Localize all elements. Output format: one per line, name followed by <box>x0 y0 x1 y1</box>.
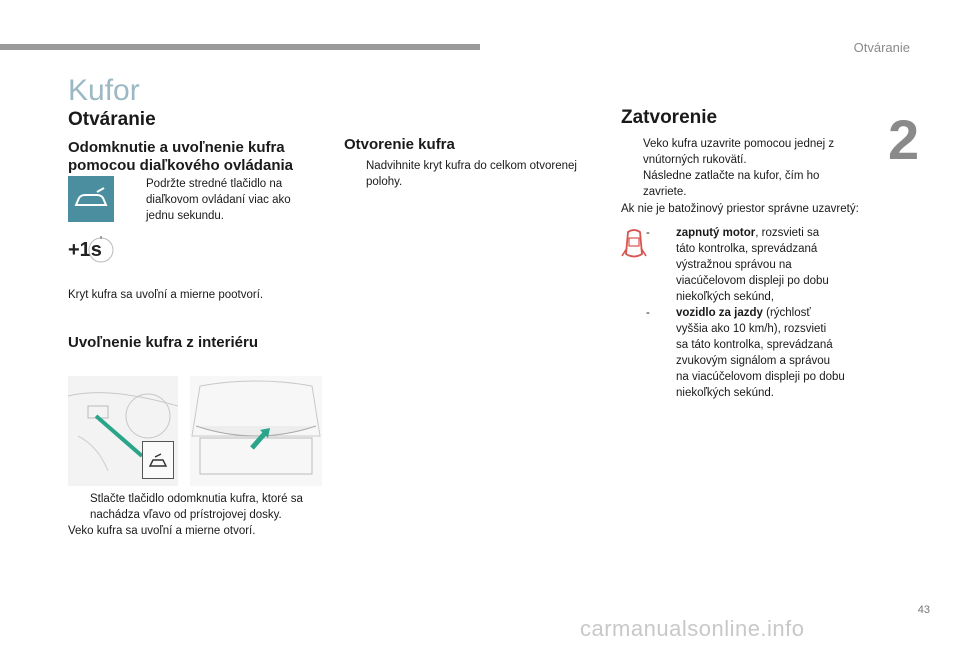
stopwatch-icon <box>66 234 114 264</box>
closing-steps <box>621 136 881 200</box>
section-title-closing: Zatvorenie <box>621 107 718 128</box>
closing-step1-line2: vnútorných rukovätí. <box>643 154 747 166</box>
driving-label: vozidlo za jazdy <box>676 307 763 319</box>
trunk-release-button-zoom <box>142 441 174 479</box>
remote-instruction-line2: diaľkovom ovládaní viac ako <box>146 194 291 206</box>
closing-step1-line1: Veko kufra uzavrite pomocou jednej z <box>643 138 835 150</box>
driving-line6: niekoľkých sekúnd. <box>676 387 774 399</box>
engine-on-line5: niekoľkých sekúnd, <box>676 291 774 303</box>
remote-instruction <box>124 176 324 224</box>
closing-step2-line1: Následne zatlačte na kufor, čím ho <box>643 170 820 182</box>
driving-line2: vyššia ako 10 km/h), rozsvieti <box>676 323 827 335</box>
page-number: 43 <box>917 604 930 616</box>
section-title-open-trunk: Otvorenie kufra <box>344 136 455 153</box>
warning-list <box>646 225 886 401</box>
closing-step2-line2: zavriete. <box>643 186 687 198</box>
subsection-title-remote <box>68 139 328 175</box>
section-title-opening: Otváranie <box>68 109 156 130</box>
engine-on-line3: výstražnou správou na <box>676 259 792 271</box>
chapter-number: 2 <box>888 108 920 171</box>
interior-instruction-line2: nachádza vľavo od prístrojovej dosky. <box>90 509 282 521</box>
interior-instruction <box>68 491 338 539</box>
watermark: carmanualsonline.info <box>580 616 805 641</box>
engine-on-text: , rozsvieti sa <box>755 227 820 239</box>
driving-text: (rýchlosť <box>762 307 811 319</box>
subsection-title-remote-line1: Odomknutie a uvoľnenie kufra <box>68 139 285 156</box>
trunk-open-warning-icon <box>619 226 649 262</box>
trunk-release-icon <box>143 442 173 478</box>
interior-instruction-line1: Stlačte tlačidlo odomknutia kufra, ktoré sa <box>90 493 303 505</box>
open-trunk-instruction <box>344 158 594 190</box>
remote-instruction-line1: Podržte stredné tlačidlo na <box>146 178 283 190</box>
subsection-title-remote-line2: pomocou diaľkového ovládania <box>68 157 293 174</box>
warning-item-driving <box>646 305 886 401</box>
closing-intro: Ak nie je batožinový priestor správne uzavretý: <box>621 203 859 215</box>
interior-result: Veko kufra sa uvoľní a mierne otvorí. <box>68 525 256 537</box>
timer-icon <box>66 234 114 264</box>
page-title: Kufor <box>68 74 140 107</box>
warning-item-engine <box>646 225 886 305</box>
trunk-photo <box>190 376 322 486</box>
engine-on-line2: táto kontrolka, sprevádzaná <box>676 243 818 255</box>
remote-instruction-line3: jednu sekundu. <box>146 210 225 222</box>
dash-mark: - <box>646 227 650 239</box>
engine-on-label: zapnutý motor <box>676 227 756 239</box>
car-open-warning-icon <box>619 226 649 262</box>
driving-line5: na viacúčelovom displeji po dobu <box>676 371 845 383</box>
timer-label: +1s <box>68 239 102 261</box>
header-section-title: Otváranie <box>853 40 910 55</box>
driving-line3: sa táto kontrolka, sprevádzaná <box>676 339 833 351</box>
open-trunk-instruction-line1: Nadvihnite kryt kufra do celkom otvorenej <box>366 160 577 172</box>
dash-mark: - <box>646 307 650 319</box>
subsection-title-interior: Uvoľnenie kufra z interiéru <box>68 334 258 351</box>
engine-on-line4: viacúčelovom displeji po dobu <box>676 275 829 287</box>
open-trunk-instruction-line2: polohy. <box>366 176 403 188</box>
remote-key-icon <box>68 176 114 222</box>
driving-line4: zvukovým signálom a správou <box>676 355 831 367</box>
car-rear-illustration <box>190 376 322 486</box>
car-trunk-icon <box>68 176 114 222</box>
remote-result: Kryt kufra sa uvoľní a mierne pootvorí. <box>68 289 264 301</box>
header-bar <box>0 44 480 50</box>
